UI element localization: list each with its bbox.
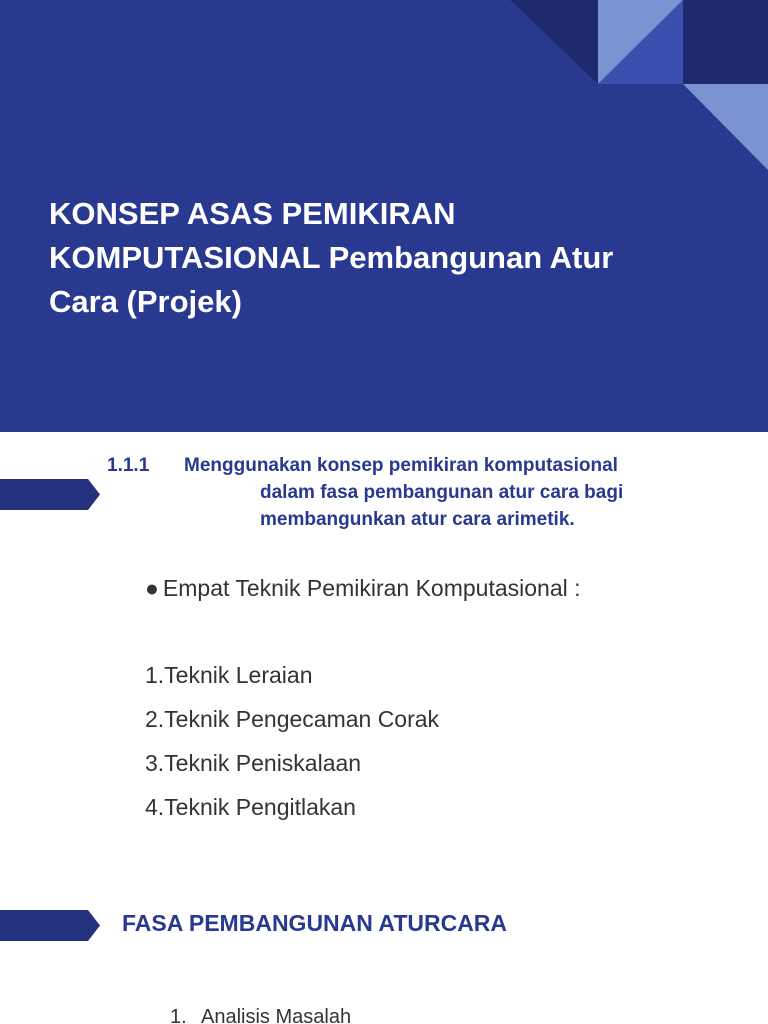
phase-item-1 — [170, 1004, 351, 1024]
technique-item-3: 3.Teknik Peniskalaan — [145, 750, 362, 776]
title-bold-part: KONSEP ASAS PEMIKIRAN KOMPUTASIONAL — [49, 196, 456, 275]
title-rest-part: Pembangunan Atur Cara (Projek) — [49, 240, 614, 319]
decor-light-triangle-right — [683, 84, 768, 170]
technique-item-4: 4.Teknik Pengitlakan — [145, 794, 356, 820]
technique-item-1: 1.Teknik Leraian — [145, 662, 313, 688]
objective-line-1: Menggunakan konsep pemikiran komputasional — [184, 455, 618, 476]
phase-item-number: 1. — [170, 1006, 187, 1024]
section-heading: FASA PEMBANGUNAN ATURCARA — [122, 910, 508, 936]
techniques-list — [145, 660, 439, 836]
bullet-icon: ● — [145, 575, 159, 601]
decor-dark-triangle — [510, 0, 598, 84]
learning-objective — [107, 452, 707, 533]
phase-list — [170, 1004, 351, 1024]
technique-item-2: 2.Teknik Pengecaman Corak — [145, 706, 440, 732]
title-banner — [0, 0, 768, 432]
objective-line-2: dalam fasa pembangunan atur cara bagi — [260, 482, 624, 503]
section-arrow-marker — [0, 479, 100, 510]
objective-line-3: membangunkan atur cara arimetik. — [260, 509, 575, 530]
decor-dark-square — [683, 0, 768, 84]
objective-first-line — [107, 452, 707, 479]
section-arrow-marker-2 — [0, 910, 100, 941]
objective-number: 1.1.1 — [107, 455, 150, 476]
techniques-intro-text: Empat Teknik Pemikiran Komputasional : — [162, 575, 581, 601]
techniques-intro — [145, 573, 581, 603]
phase-item-label: Analisis Masalah — [201, 1006, 352, 1024]
page-title — [49, 192, 689, 324]
